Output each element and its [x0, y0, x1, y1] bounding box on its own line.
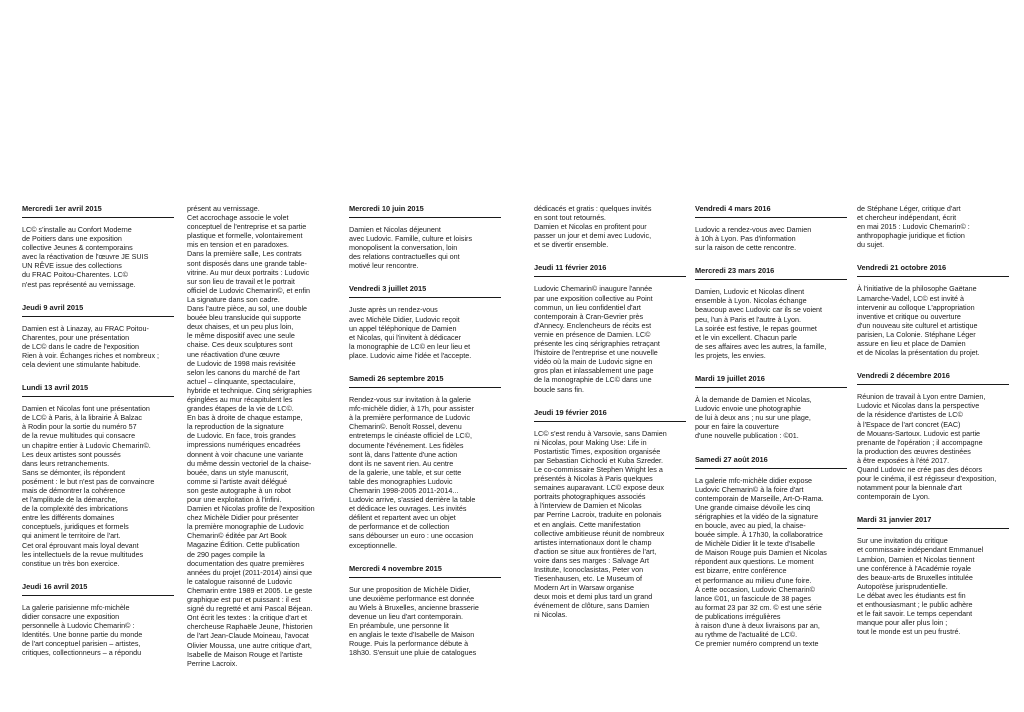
column-2 — [187, 204, 339, 682]
entry-date: Jeudi 9 avril 2015 — [22, 303, 174, 317]
journal-entry — [349, 204, 501, 270]
journal-entry — [534, 263, 686, 393]
entry-date: Mercredi 10 juin 2015 — [349, 204, 501, 218]
continued-text: dédicacés et gratis : quelques invités en sont tout retournés. Damien et Nicolas en profitent pour passer un jour et demi avec Ludovic, et se divertir ensemble. — [534, 204, 652, 250]
entry-date: Mardi 31 janvier 2017 — [857, 515, 1009, 529]
journal-entry — [695, 455, 847, 649]
journal-entry — [695, 204, 847, 252]
entry-date: Mercredi 4 novembre 2015 — [349, 564, 501, 578]
entry-text: Réunion de travail à Lyon entre Damien, Ludovic et Nicolas dans la perspective de la résidence d'artistes de LC© à l'Espace de l'art concret (EAC) de Mouans-Sartoux. Ludovic est partie prenante de l'opération ; il accompagne la production des œuvres destinées à être exposées à l'été 2017. Quand Ludovic ne crée pas des décors pour le cinéma, il est régisseur d'exposition, notamment pour la biennale d'art contemporain de Lyon. — [857, 392, 997, 502]
column-1 — [22, 204, 174, 671]
entry-text: Ludovic Chemarin© inaugure l'année par une exposition collective au Point commun, un lieu confidentiel d'art contemporain à Cran-Gevrier près d'Annecy. Enclencheurs de récits est vernie en présence de Damien. LC© présente les cinq sérigraphies retraçant l'histoire de l'entreprise et une nouvelle vidéo où la main de Ludovic signe en gros plan et inlassablement une page de la monographie de LC© dans une boucle sans fin. — [534, 284, 660, 394]
journal-entry — [857, 263, 1009, 357]
entry-date: Vendredi 21 octobre 2016 — [857, 263, 1009, 277]
entry-text: À la demande de Damien et Nicolas, Ludovic envoie une photographie de lui à deux ans ; nu sur une plage, pour en faire la couverture d'une nouvelle publication : ©01. — [695, 395, 812, 441]
entry-text: Ludovic a rendez-vous avec Damien à 10h à Lyon. Pas d'information sur la raison de cette rencontre. — [695, 225, 812, 253]
journal-entry — [349, 564, 501, 658]
entry-text: La galerie parisienne mfc-michèle didier consacre une exposition personnelle à Ludovic Chemarin© : Identités. Une bonne partie du monde de l'art conceptuel parisien – artistes, critiques, collectionneurs – a répondu — [22, 602, 143, 658]
entry-text: Damien est à Linazay, au FRAC Poitou- Charentes, pour une présentation de LC© dans le cadre de l'exposition Rien à voir. Échanges riches et nombreux ; cela devient une stimulante habitude. — [22, 323, 160, 370]
journal-entry — [695, 374, 847, 440]
entry-text: Sur une proposition de Michèle Didier, une deuxième performance est donnée au Wiels à Bruxelles, ancienne brasserie devenue un lieu d'art contemporain. En préambule, une personne lit en anglais le texte d'Isabelle de Maison Rouge. Puis la performance débute à 18h30. S'ensuit une pluie de catalogues — [349, 584, 479, 658]
continued-text: présent au vernissage. Cet accrochage associe le volet conceptuel de l'entreprise et sa partie plastique et formelle, volontairement mis en tension et en paradoxes. Dans la première salle, Les contrats sont disposés dans une grande table- vitrine. Au mur deux portraits : Ludovic sur son lieu de travail et le portrait officiel de Ludovic Chemarin©, et enfin La signature dans son cadre. Dans l'autre pièce, au sol, une double bouée bleu translucide qui supporte deux chaises, et un peu plus loin, le même dispositif avec une seule chaise. Ces deux sculptures sont une réactivation d'une œuvre de Ludovic de 1998 mais revisitée selon les canons du marché de l'art actuel – clinquante, spectaculaire, hybride et technique. Cinq sérigraphies épinglées au mur récapitulent les grandes étapes de la vie de LC©. En bas à droite de chaque estampe, la reproduction de la signature de Ludovic. En face, trois grandes impressions numériques encadrées donnent à voir chacune une variante du même dessin vectoriel de la chaise- bouée, dans un style manuscrit, comme si l'artiste avait délégué son geste autographe à un robot pour une exploitation à l'infini. Damien et Nicolas profite de l'exposition chez Michèle Didier pour présenter la première monographie de Ludovic Chemarin© éditée par Art Book Magazine Édition. Cette publication de 290 pages compile la documentation des quatre premières années du projet (2011-2014) ainsi que le catalogue raisonné de Ludovic Chemarin entre 1989 et 2005. Le geste graphique est pur et puissant : il est signé du regretté et ami Pascal Béjean. Ont écrit les textes : la critique d'art et chercheuse Raphaële Jeune, l'historien de l'art Jean-Claude Moineau, l'avocat Olivier Moussa, une autre critique d'art, Isabelle de Maison Rouge et l'artiste Perrine Lacroix. — [187, 204, 315, 668]
entry-text: À l'initiative de la philosophe Gaëtane Lamarche-Vadel, LC© est invité à intervenir au colloque L'appropriation inventive et critique ou ouverture d'un nouveau site culturel et artistique parisien, La Colonie. Stéphane Léger assure en lieu et place de Damien et de Nicolas la présentation du projet. — [857, 284, 980, 358]
entry-date: Samedi 27 août 2016 — [695, 455, 847, 469]
entry-text: LC© s'est rendu à Varsovie, sans Damien ni Nicolas, pour Making Use: Life in Postartistic Times, exposition organisée par Sebastian Cichocki et Kuba Szreder. Le co-commissaire Stephen Wright les a présentés à Nicolas à Paris quelques semaines auparavant. LC© expose deux portraits photographiques associés à l'interview de Damien et Nicolas par Perrine Lacroix, traduite en polonais et en anglais. Cette manifestation collective ambitieuse réunit de nombreux artistes internationaux dont le champ d'action se situe aux frontières de l'art, voire dans ses marges : Salvage Art Institute, Iconoclasistas, Peter von Tiesenhausen, etc. Le Museum of Modern Art in Warsaw organise deux mois et demi plus tard un grand événement de clôture, sans Damien ni Nicolas. — [534, 428, 667, 620]
journal-entry — [349, 284, 501, 360]
column-6 — [857, 204, 1009, 650]
journal-entry — [22, 582, 174, 658]
entry-text: Sur une invitation du critique et commissaire indépendant Emmanuel Lambion, Damien et Nicolas tiennent une conférence à l'Académie royale des beaux-arts de Bruxelles intitulée Autopoïèse jurisprudentielle. Le débat avec les étudiants est fin et enthousiasmant ; le public adhère et le fait savoir. Le temps cependant manque pour aller plus loin ; tout le monde est un peu frustré. — [857, 536, 984, 637]
entry-date: Jeudi 16 avril 2015 — [22, 582, 174, 596]
journal-entry — [534, 408, 686, 620]
entry-date: Lundi 13 avril 2015 — [22, 383, 174, 397]
column-4 — [534, 204, 686, 634]
entry-text: LC© s'installe au Confort Moderne de Poitiers dans une exposition collective Jeunes & contemporains avec la réactivation de l'œuvre JE SUIS UN RÊVE issue des collections du FRAC Poitou-Charentes. LC© n'est pas représenté au vernissage. — [22, 225, 149, 289]
entry-text: Rendez-vous sur invitation à la galerie mfc-michèle didier, à 17h, pour assister à la première performance de Ludovic Chemarin©. Benoît Rossel, devenu entretemps le cinéaste officiel de LC©, documente l'événement. Les fidèles sont là, dans l'attente d'une action dont ils ne savent rien. Au centre de la galerie, une table, et sur cette table des monographies Ludovic Chemarin 1998-2005 2011-2014... Ludovic arrive, s'assied derrière la table et dédicace les ouvrages. Les invités défilent et repartent avec un objet de performance et de collection sans débourser un euro : une occasion exceptionnelle. — [349, 395, 476, 550]
journal-entry — [349, 374, 501, 550]
journal-entry — [857, 515, 1009, 636]
entry-date: Jeudi 11 février 2016 — [534, 263, 686, 277]
entry-date: Vendredi 3 juillet 2015 — [349, 284, 501, 298]
journal-entry — [22, 383, 174, 568]
entry-date: Mercredi 23 mars 2016 — [695, 266, 847, 280]
journal-entry — [695, 266, 847, 360]
entry-date: Vendredi 2 décembre 2016 — [857, 371, 1009, 385]
column-5 — [695, 204, 847, 662]
entry-text: Damien et Nicolas déjeunent avec Ludovic. Famille, culture et loisirs monopolisent la conversation, loin des relations contractuelles qui ont motivé leur rencontre. — [349, 225, 473, 271]
entry-text: La galerie mfc-michèle didier expose Ludovic Chemarin© à la foire d'art contemporain de Marseille, Art-O-Rama. Une grande cimaise dévoile les cinq sérigraphies et la vidéo de la signature en boucle, avec au pied, la chaise- bouée simple. À 17h30, la collaboratrice de Michèle Didier lit le texte d'Isabelle de Maison Rouge puis Damien et Nicolas répondent aux questions. Le moment est bizarre, entre conférence et performance au milieu d'une foire. À cette occasion, Ludovic Chemarin© lance ©01, un fascicule de 38 pages au format 23 par 32 cm. © est une série de publications irrégulières à raison d'une à deux livraisons par an, au rythme de l'actualité de LC©. Ce premier numéro comprend un texte — [695, 475, 827, 649]
entry-date: Mardi 19 juillet 2016 — [695, 374, 847, 388]
entry-date: Jeudi 19 février 2016 — [534, 408, 686, 422]
entry-text: Damien et Nicolas font une présentation de LC© à Paris, à la librairie À Balzac à Rodin pour la sortie du numéro 57 de la revue multitudes qui consacre un chapitre entier à Ludovic Chemarin©. Les deux artistes sont poussés dans leurs retranchements. Sans se démonter, ils répondent posément : le but n'est pas de convaincre mais de démontrer la cohérence et l'amplitude de la démarche, de la complexité des imbrications entre les différents domaines conceptuels, juridiques et formels qui animent le territoire de l'art. Cet oral éprouvant mais loyal devant les intellectuels de la revue multitudes constitue un très bon exercice. — [22, 404, 155, 568]
entry-date: Mercredi 1er avril 2015 — [22, 204, 174, 218]
journal-entry — [22, 204, 174, 289]
entry-text: Juste après un rendez-vous avec Michèle Didier, Ludovic reçoit un appel téléphonique de Damien et Nicolas, qui l'invitent à dédicacer la monographie de LC© en leur lieu et place. Ludovic aime l'idée et l'accepte. — [349, 305, 472, 360]
continued-text: de Stéphane Léger, critique d'art et chercheur indépendant, écrit en mai 2015 : Ludovic Chemarin© : anthropophagie juridique et fiction du sujet. — [857, 204, 970, 250]
column-3 — [349, 204, 501, 671]
entry-date: Samedi 26 septembre 2015 — [349, 374, 501, 388]
journal-entry — [857, 371, 1009, 501]
entry-text: Damien, Ludovic et Nicolas dînent ensemble à Lyon. Nicolas échange beaucoup avec Ludovic car ils se voient peu, l'un à Paris et l'autre à Lyon. La soirée est festive, le repas gourmet et le vin excellent. Chacun parle de ses affaires avec les autres, la famille, les projets, les envies. — [695, 287, 827, 360]
journal-entry — [22, 303, 174, 369]
entry-date: Vendredi 4 mars 2016 — [695, 204, 847, 218]
